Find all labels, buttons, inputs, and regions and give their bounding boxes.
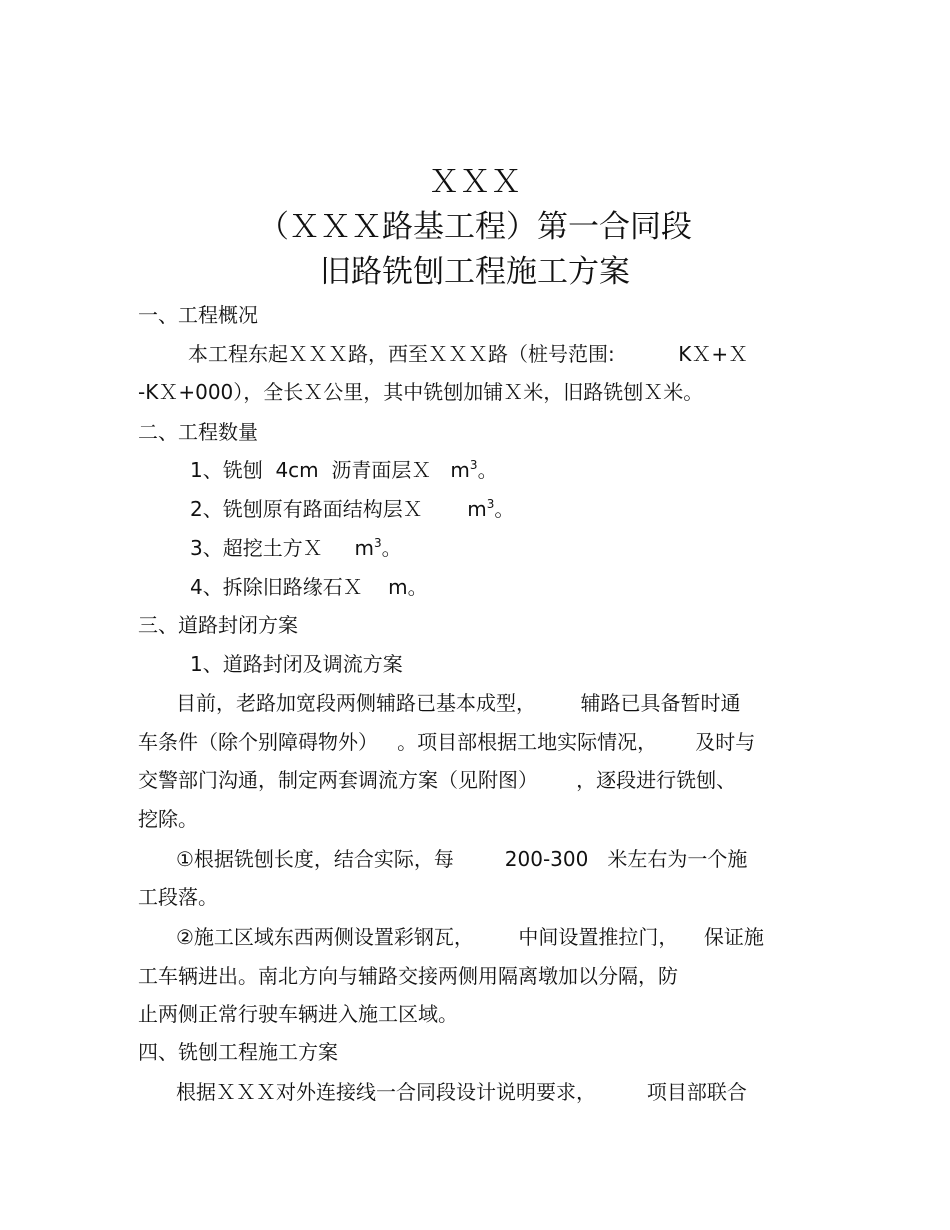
doc-title-line-1: ＸＸＸ <box>428 164 522 200</box>
superscript-3: 3 <box>486 497 495 511</box>
section-3-heading: 三、道路封闭方案 <box>138 613 298 637</box>
superscript-3: 3 <box>469 458 478 472</box>
section-1-para-line-2: -KＸ+000），全长Ｘ公里，其中铣刨加铺Ｘ米，旧路铣刨Ｘ米。 <box>138 380 704 404</box>
section-3-para-1-line-1: 目前，老路加宽段两侧辅路已基本成型， 辅路已具备暂时通 <box>176 691 741 715</box>
section-1-para-line-1: 本工程东起ＸＸＸ路，西至ＸＸＸ路（桩号范围: KＸ+Ｘ <box>188 342 749 366</box>
quantity-item-2-text: 2、铣刨原有路面结构层Ｘ m <box>190 497 487 521</box>
section-3-para-2-line-1: ①根据铣刨长度，结合实际，每 200-300 米左右为一个施 <box>176 847 748 871</box>
quantity-item-1 <box>190 455 498 485</box>
section-3-para-2-line-2: 工段落。 <box>138 885 218 909</box>
doc-title-line-2: （ＸＸＸ路基工程）第一合同段 <box>258 209 692 245</box>
quantity-item-3 <box>190 533 402 563</box>
period: 。 <box>477 458 498 482</box>
quantity-item-3-text: 3、超挖土方Ｘ m <box>190 536 374 560</box>
quantity-item-2 <box>190 494 514 524</box>
section-3-para-1-line-3: 交警部门沟通，制定两套调流方案（见附图） ，逐段进行铣刨、 <box>138 768 737 792</box>
section-3-para-1-line-2: 车条件（除个别障碍物外） 。项目部根据工地实际情况， 及时与 <box>138 730 756 754</box>
quantity-item-1-text: 1、铣刨 4cm 沥青面层Ｘ m <box>190 458 470 482</box>
section-2-heading: 二、工程数量 <box>138 420 258 444</box>
section-4-para-1-line-1: 根据ＸＸＸ对外连接线一合同段设计说明要求， 项目部联合 <box>176 1080 747 1104</box>
section-3-para-3-line-2: 工车辆进出。南北方向与辅路交接两侧用隔离墩加以分隔，防 <box>138 964 678 988</box>
section-3-para-3-line-3: 止两侧正常行驶车辆进入施工区域。 <box>138 1002 458 1026</box>
section-3-para-1-line-4: 挖除。 <box>138 807 198 831</box>
section-3-subheading: 1、道路封闭及调流方案 <box>190 652 403 676</box>
section-3-para-3-line-1: ②施工区域东西两侧设置彩钢瓦， 中间设置推拉门， 保证施 <box>176 925 764 949</box>
period: 。 <box>381 536 402 560</box>
section-1-heading: 一、工程概况 <box>138 303 258 327</box>
doc-title-line-3: 旧路铣刨工程施工方案 <box>320 254 630 290</box>
quantity-item-4: 4、拆除旧路缘石Ｘ m。 <box>190 575 428 599</box>
superscript-3: 3 <box>374 536 382 550</box>
section-4-heading: 四、铣刨工程施工方案 <box>138 1040 338 1064</box>
period: 。 <box>494 497 515 521</box>
